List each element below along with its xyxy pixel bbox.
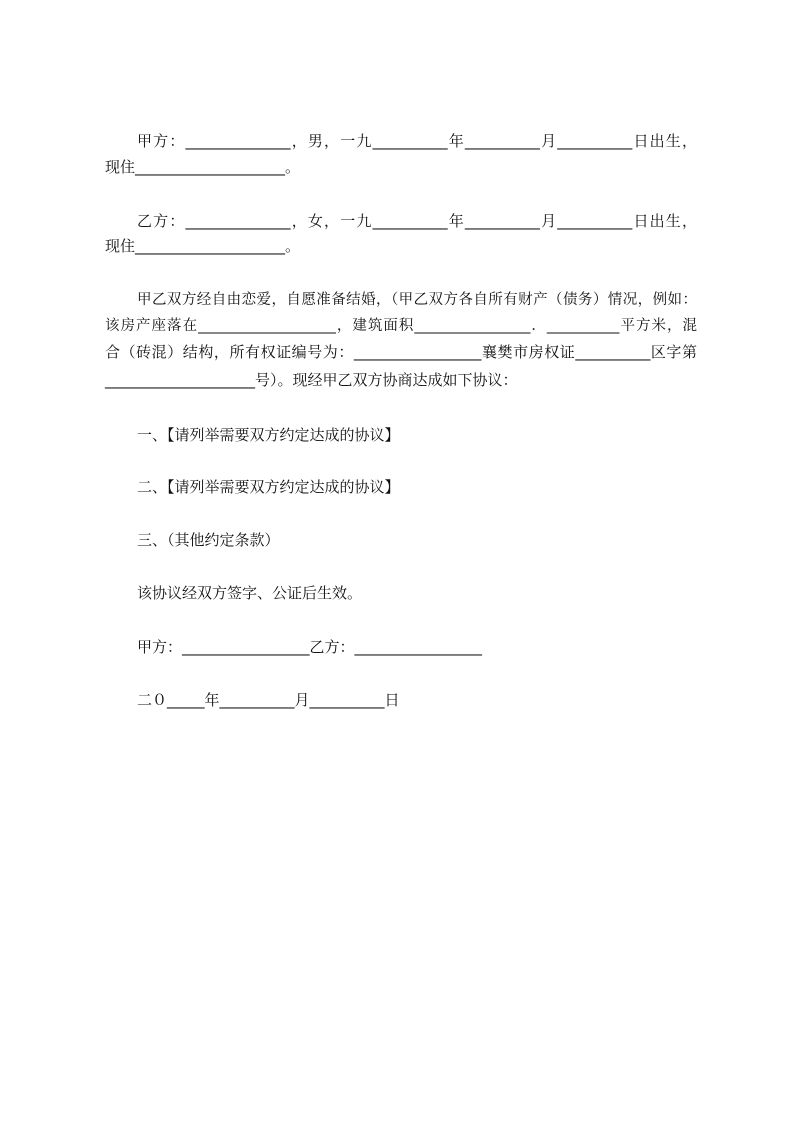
preamble-line-2: 该房产座落在___________________，建筑面积________________．__________平方米，混 xyxy=(105,318,697,334)
clause-2: 二、【请列举需要双方约定达成的协议】 xyxy=(137,478,400,496)
party-a-line-2: 现住____________________。 xyxy=(105,158,301,176)
date-line: 二０_____年__________月__________日 xyxy=(137,691,400,709)
signature-line: 甲方：_________________乙方：_________________ xyxy=(137,638,483,656)
preamble-line-3: 合（砖混）结构，所有权证编号为：_________________襄樊市房权证__________区字第 xyxy=(105,343,697,361)
party-b-line-2: 现住____________________。 xyxy=(105,237,301,255)
clause-3: 三、（其他约定条款） xyxy=(137,531,280,549)
party-a-line-1: 甲方：______________，男，一九__________年__________月__________日出生， xyxy=(137,132,697,150)
effect-statement: 该协议经双方签字、公证后生效。 xyxy=(137,584,363,602)
clause-1: 一、【请列举需要双方约定达成的协议】 xyxy=(137,426,400,444)
preamble-line-4: ____________________号）。现经甲乙双方协商达成如下协议： xyxy=(105,371,518,389)
party-b-line-1: 乙方：______________，女，一九__________年__________月__________日出生， xyxy=(137,212,697,230)
preamble-line-1: 甲乙双方经自由恋爱，自愿准备结婚，（甲乙双方各自所有财产（债务）情况，例如： xyxy=(137,292,697,308)
